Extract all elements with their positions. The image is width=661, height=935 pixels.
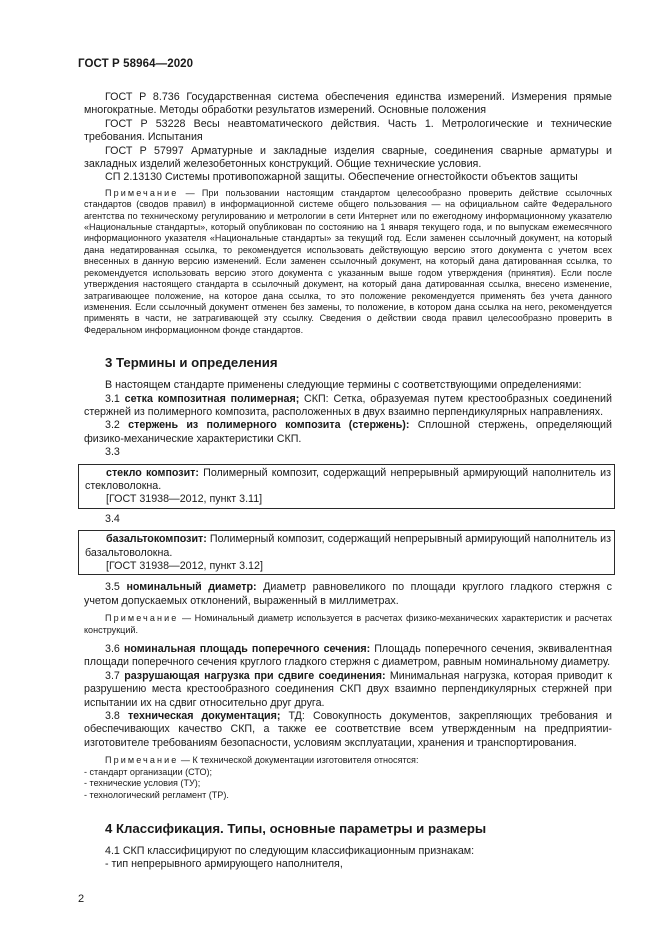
term-3-8 xyxy=(84,710,612,750)
term-3-5 xyxy=(84,581,612,608)
section-3-title: 3 Термины и определения xyxy=(105,355,278,371)
term-definition: ТД: Совокупность документов, закрепляющих требования и обеспечивающих качество СКП, а также ее соответствие всем утвержденным на предприятии-изготовителе требованиям безопасности, условиям эксплуатации, хранения и транспортирования. xyxy=(84,710,613,749)
term-3-4-box xyxy=(78,530,615,575)
term-name: техническая документация; xyxy=(127,710,281,723)
term-name: сетка композитная полимерная; xyxy=(124,392,300,405)
note-list-item: - стандарт организации (СТО); xyxy=(84,766,213,777)
term-definition: Площадь поперечного сечения, эквивалентная площади поперечного сечения круглого гладкого стержня с диаметром, равным номинальному диаметру. xyxy=(84,643,612,669)
term-3-2 xyxy=(84,419,612,446)
term-number: 3.6 xyxy=(105,643,124,656)
term-3-6 xyxy=(84,643,612,670)
note-label: Примечание xyxy=(105,187,179,198)
document-body xyxy=(84,91,612,872)
term-name: разрушающая нагрузка при сдвиге соединения: xyxy=(124,669,386,682)
term-number: 3.8 xyxy=(105,710,128,723)
term-3-3-box xyxy=(78,464,615,509)
section-4-paragraph: 4.1 СКП классифицируют по следующим классификационным признакам: xyxy=(105,844,475,857)
document-header: ГОСТ Р 58964—2020 xyxy=(78,58,194,70)
term-definition: Полимерный композит, содержащий непрерывный армирующий наполнитель из базальтоволокна. xyxy=(85,533,611,559)
term-name: стержень из полимерного композита (стержень): xyxy=(128,419,410,432)
note-tech-docs xyxy=(84,755,612,766)
term-number: 3.7 xyxy=(105,669,125,682)
term-3-4 xyxy=(85,533,611,560)
term-name: базальтокомпозит: xyxy=(106,533,207,546)
term-number: 3.5 xyxy=(105,581,127,594)
term-number: 3.1 xyxy=(105,392,125,405)
note-label: Примечание xyxy=(105,755,179,766)
reference-item: СП 2.13130 Системы противопожарной защиты. Обеспечение огнестойкости объектов защиты xyxy=(105,171,578,184)
term-definition: СКП: Сетка, образуемая путем крестообразных соединений стержней из полимерного композита, расположенных в двух взаимно перпендикулярных направлениях. xyxy=(84,392,612,418)
term-number: 3.2 xyxy=(105,419,129,432)
term-source: [ГОСТ 31938—2012, пункт 3.11] xyxy=(106,493,263,506)
note-list-item: - технологический регламент (ТР). xyxy=(84,789,229,800)
note-label: Примечание xyxy=(105,613,179,624)
term-name: номинальный диаметр: xyxy=(126,581,257,594)
note-text: — К технической документации изготовителя относятся: xyxy=(178,755,419,766)
term-definition: Минимальная нагрузка, которая приводит к разрушению места крестообразного соединения СКП двух взаимно перпендикулярных стержней при испытании их на сдвиг относительно друг друга. xyxy=(84,669,612,709)
page-number: 2 xyxy=(78,893,85,905)
term-3-7 xyxy=(84,670,612,710)
section-3-intro: В настоящем стандарте применены следующие термины с соответствующими определениями: xyxy=(105,379,582,392)
term-definition: Полимерный композит, содержащий непрерывный армирующий наполнитель из стекловолокна. xyxy=(85,466,611,492)
reference-item: ГОСТ Р 8.736 Государственная система обеспечения единства измерений. Измерения прямые многократные. Методы обработки результатов измерений. Основные положения xyxy=(84,91,612,117)
term-definition: Диаметр равновеликого по площади круглого гладкого стержня с учетом допускаемых отклонений, выраженный в миллиметрах. xyxy=(84,581,612,607)
term-3-3-number: 3.3 xyxy=(105,446,120,459)
section-4-title: 4 Классификация. Типы, основные параметры и размеры xyxy=(105,820,487,836)
reference-item: ГОСТ Р 53228 Весы неавтоматического действия. Часть 1. Метрологические и технические требования. Испытания xyxy=(84,117,612,144)
note-references xyxy=(84,188,612,336)
term-name: номинальная площадь поперечного сечения: xyxy=(123,643,371,656)
term-name: стекло композит: xyxy=(106,466,199,479)
term-3-4-number: 3.4 xyxy=(105,512,120,525)
term-3-1 xyxy=(84,393,612,420)
note-list-item: - технические условия (ТУ); xyxy=(84,778,201,789)
term-3-3 xyxy=(85,467,611,494)
note-text: — Номинальный диаметр используется в расчетах физико-механических характеристик и расчетах конструкций. xyxy=(84,613,612,635)
note-text: — При пользовании настоящим стандартом целесообразно проверить действие ссылочных стандартов (сводов правил) в информационной системе общего пользования — на официальном сайте Федерального агентства по техническому регулированию и метрологии в сети Интернет или по ежегодному информационному указателю «Национальные стандарты», который опубликован по состоянию на 1 января текущего года, и по выпускам ежемесячного информационного указателя «Национальные стандарты» за текущий год. Если заменен ссылочный документ, на который дана недатированная ссылка, то рекомендуется использовать действующую версию этого документа с учетом всех внесенных в данную версию изменений. Если заменен ссылочный документ, на который дана датированная ссылка, то рекомендуется использовать версию этого документа с указанным выше годом утверждения (принятия). Если после утверждения настоящего стандарта в ссылочный документ, на который дана датированная ссылка, внесено изменение, затрагивающее положение, на которое дана ссылка, то это положение рекомендуется применять без учета данного изменения. Если ссылочный документ отменен без замены, то положение, в котором дана ссылка на него, рекомендуется применять в части, не затрагивающей эту ссылку. Сведения о действии свода правил целесообразно проверить в Федеральном информационном фонде стандартов. xyxy=(84,187,612,335)
term-definition: Сплошной стержень, определяющий физико-механические характеристики СКП. xyxy=(84,419,613,445)
note-nominal-diameter xyxy=(84,613,612,636)
section-4-list-item: - тип непрерывного армирующего наполнителя, xyxy=(105,858,343,871)
term-source: [ГОСТ 31938—2012, пункт 3.12] xyxy=(106,560,263,572)
reference-item: ГОСТ Р 57997 Арматурные и закладные изделия сварные, соединения сварные арматуры и закладных изделий железобетонных конструкций. Общие технические условия. xyxy=(84,144,612,171)
